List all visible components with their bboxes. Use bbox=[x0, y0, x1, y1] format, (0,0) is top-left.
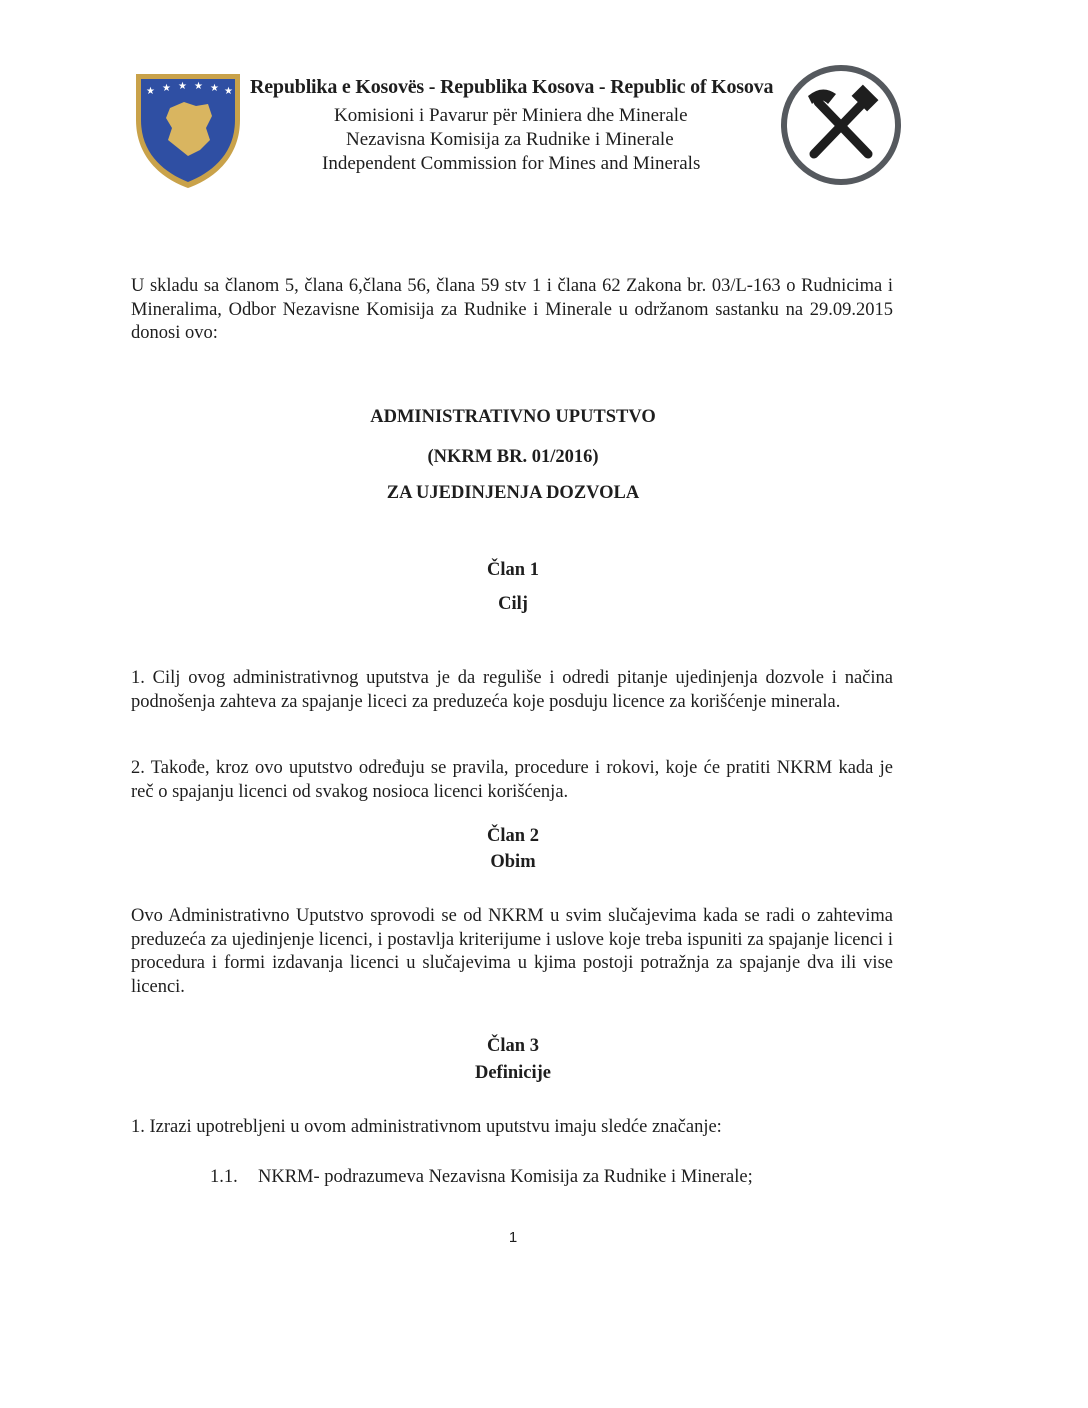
document-number: (NKRM BR. 01/2016) bbox=[427, 447, 599, 467]
svg-text:★: ★ bbox=[224, 86, 233, 97]
definition-text: - podrazumeva Nezavisna Komisija za Rudnike i Minerale; bbox=[313, 1167, 753, 1187]
document-title: ADMINISTRATIVNO UPUTSTVO bbox=[370, 407, 656, 427]
definition-number: 1.1. bbox=[210, 1167, 238, 1187]
svg-text:★: ★ bbox=[162, 83, 171, 94]
header-commission-albanian: Komisioni i Pavarur për Miniera dhe Minerale bbox=[334, 105, 688, 126]
hammer-pick-logo bbox=[778, 62, 904, 188]
definition-term: NKRM bbox=[258, 1167, 314, 1187]
svg-text:★: ★ bbox=[210, 83, 219, 94]
article-2-subheading: Obim bbox=[490, 852, 536, 872]
page-number: 1 bbox=[508, 1229, 518, 1246]
kosovo-coat-of-arms-logo bbox=[132, 68, 244, 190]
article-1-paragraph-1: 1. Cilj ovog administrativnog uputstva je da reguliše i odredi pitanje ujedinjenja dozvole i načina podnošenja zahteva za spajanje liceci za preduzeća koje posduju licence za korišćenje minerala. bbox=[131, 668, 893, 712]
svg-text:★: ★ bbox=[194, 81, 203, 92]
svg-text:★: ★ bbox=[178, 81, 187, 92]
document-subject: ZA UJEDINJENJA DOZVOLA bbox=[386, 483, 640, 503]
article-1-subheading: Cilj bbox=[498, 594, 528, 614]
article-2-heading: Član 2 bbox=[487, 826, 539, 846]
article-1-paragraph-2: 2. Takođe, kroz ovo uputstvo određuju se pravila, procedure i rokovi, koje će pratiti NKRM kada je reč o spajanju licenci od svakog nosioca licenci korišćenja. bbox=[131, 758, 893, 802]
header-commission-serbian: Nezavisna Komisija za Rudnike i Minerale bbox=[346, 129, 674, 150]
article-3-paragraph: 1. Izrazi upotrebljeni u ovom administrativnom uputstvu imaju sledće značanje: bbox=[131, 1117, 722, 1137]
definition-item bbox=[210, 1167, 753, 1188]
article-1-heading: Član 1 bbox=[487, 560, 539, 580]
svg-text:★: ★ bbox=[146, 86, 155, 97]
intro-paragraph: U skladu sa članom 5, člana 6,člana 56, člana 59 stv 1 i člana 62 Zakona br. 03/L-163 o Rudnicima i Mineralima, Odbor Nezavisne Komisija za Rudnike i Minerale u održanom sastanku na 29.09.2015 donosi ovo: bbox=[131, 276, 893, 343]
header-country-name: Republika e Kosovës - Republika Kosova - Republic of Kosova bbox=[250, 76, 774, 98]
article-2-paragraph: Ovo Administrativno Uputstvo sprovodi se od NKRM u svim slučajevima kada se radi o zahtevima preduzeća za ujedinjenje licenci, i postavlja kriterijume i uslove koje treba ispuniti za spajanje licenci i procedura i formi izdavanja licenci u slučajevima u kjima postoji potražnja za spajanje dva ili vise licenci. bbox=[131, 906, 893, 997]
article-3-heading: Član 3 bbox=[487, 1036, 539, 1056]
article-3-subheading: Definicije bbox=[474, 1063, 552, 1083]
header-commission-english: Independent Commission for Mines and Minerals bbox=[322, 153, 701, 174]
